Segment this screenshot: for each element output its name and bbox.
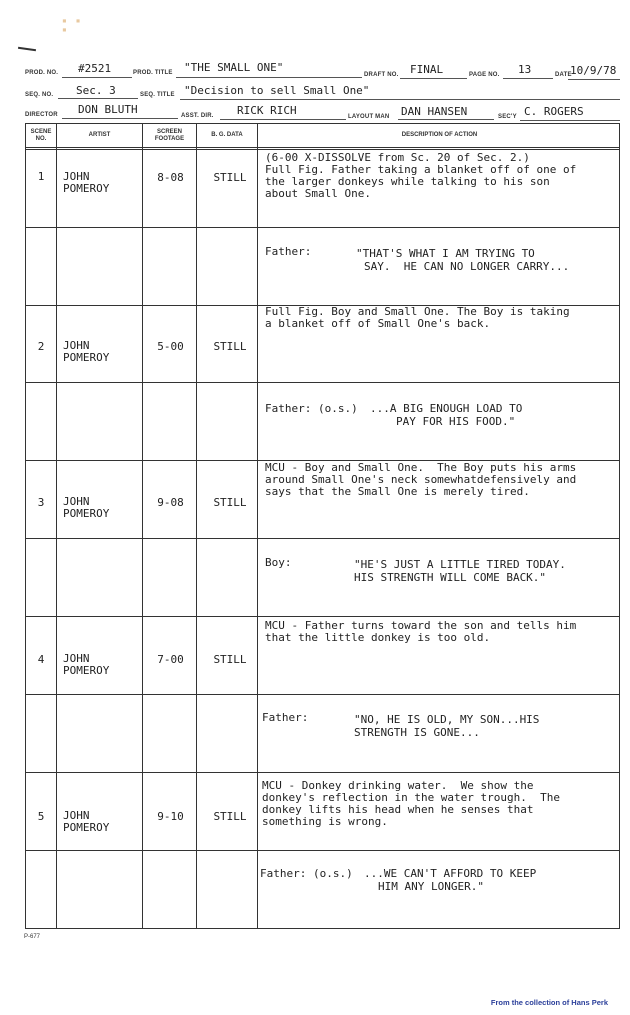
scene-artist: JOHN POMEROY <box>63 170 110 195</box>
director-value: DON BLUTH <box>78 103 138 116</box>
scene-artist: JOHN POMEROY <box>63 495 110 520</box>
date-value: 10/9/78 <box>570 64 617 77</box>
layout-man-value: DAN HANSEN <box>401 105 468 118</box>
paper-speck: ▪ ▪ ▪ <box>62 16 83 34</box>
draft-no-label: DRAFT NO. <box>364 72 399 78</box>
pen-mark <box>18 47 36 51</box>
col-header-artist: ARTIST <box>88 132 111 138</box>
scene-number: 4 <box>37 653 45 666</box>
scene-bg-data: STILL <box>213 171 247 184</box>
director-label: DIRECTOR <box>25 112 58 118</box>
scene-artist: JOHN POMEROY <box>63 652 110 677</box>
dialogue-text: "HE'S JUST A LITTLE TIRED TODAY. HIS STRENGTH WILL COME BACK." <box>354 558 566 584</box>
secy-value: C. ROGERS <box>524 105 584 118</box>
col-header-screen-footage: SCREEN FOOTAGE <box>154 128 185 142</box>
scene-bg-data: STILL <box>213 810 247 823</box>
prod-no-value: #2521 <box>78 62 112 75</box>
seq-title-label: SEQ. TITLE <box>140 92 175 98</box>
date-label: DATE <box>555 72 572 78</box>
collection-credit: From the collection of Hans Perk <box>490 998 608 1007</box>
scene-bg-data: STILL <box>213 653 247 666</box>
dialogue-speaker: Father: <box>262 711 309 724</box>
col-header-bg-data: B. G. DATA <box>211 132 243 138</box>
scene-number: 1 <box>37 170 45 183</box>
action-description: (6-00 X-DISSOLVE from Sc. 20 of Sec. 2.) Full Fig. Father taking a blanket off of one of the larger donkeys while talking to his son about Small One. <box>265 151 577 200</box>
dialogue-speaker: Father: <box>265 245 312 258</box>
secy-label: SEC'Y <box>498 114 517 120</box>
dialogue-text: "NO, HE IS OLD, MY SON...HIS STRENGTH IS GONE... <box>354 713 540 739</box>
seq-no-label: SEQ. NO. <box>25 92 54 98</box>
page-no-label: PAGE NO. <box>469 72 500 78</box>
dialogue-speaker: Father: (o.s.) <box>265 402 358 415</box>
prod-title-value: "THE SMALL ONE" <box>184 61 284 74</box>
form-number: P-677 <box>24 934 41 940</box>
scene-bg-data: STILL <box>213 496 247 509</box>
col-header-description: DESCRIPTION OF ACTION <box>401 132 478 138</box>
scene-footage: 9-10 <box>157 810 184 823</box>
scene-footage: 7-00 <box>157 653 184 666</box>
dialogue-speaker: Boy: <box>265 556 292 569</box>
scene-footage: 5-00 <box>157 340 184 353</box>
scene-number: 3 <box>37 496 45 509</box>
seq-title-value: "Decision to sell Small One" <box>184 84 370 97</box>
layout-man-label: LAYOUT MAN <box>348 114 390 120</box>
action-description: Full Fig. Boy and Small One. The Boy is taking a blanket off of Small One's back. <box>265 305 570 330</box>
col-header-scene-no: SCENE NO. <box>30 128 52 142</box>
dialogue-text: ...WE CAN'T AFFORD TO KEEP HIM ANY LONGER." <box>364 867 537 893</box>
scene-footage: 8-08 <box>157 171 184 184</box>
asst-dir-value: RICK RICH <box>237 104 297 117</box>
page-no-value: 13 <box>518 63 532 76</box>
seq-no-value: Sec. 3 <box>76 84 116 97</box>
action-description: MCU - Donkey drinking water. We show the donkey's reflection in the water trough. The donkey lifts his head when he senses that something is wrong. <box>262 779 561 828</box>
scene-number: 2 <box>37 340 45 353</box>
dialogue-speaker: Father: (o.s.) <box>260 867 353 880</box>
scene-bg-data: STILL <box>213 340 247 353</box>
action-description: MCU - Father turns toward the son and tells him that the little donkey is too old. <box>265 619 577 644</box>
action-description: MCU - Boy and Small One. The Boy puts his arms around Small One's neck somewhatdefensively and says that the Small One is merely tired. <box>265 461 577 498</box>
dialogue-text: ...A BIG ENOUGH LOAD TO PAY FOR HIS FOOD." <box>370 402 523 428</box>
scene-footage: 9-08 <box>157 496 184 509</box>
scene-number: 5 <box>37 810 45 823</box>
asst-dir-label: ASST. DIR. <box>181 113 214 119</box>
dialogue-text: "THAT'S WHAT I AM TRYING TO SAY. HE CAN NO LONGER CARRY... <box>356 247 570 273</box>
scene-artist: JOHN POMEROY <box>63 339 110 364</box>
prod-no-label: PROD. NO. <box>25 70 59 76</box>
prod-title-label: PROD. TITLE <box>133 70 173 76</box>
scene-artist: JOHN POMEROY <box>63 809 110 834</box>
draft-no-value: FINAL <box>410 63 444 76</box>
scene-breakdown-table <box>25 123 620 929</box>
